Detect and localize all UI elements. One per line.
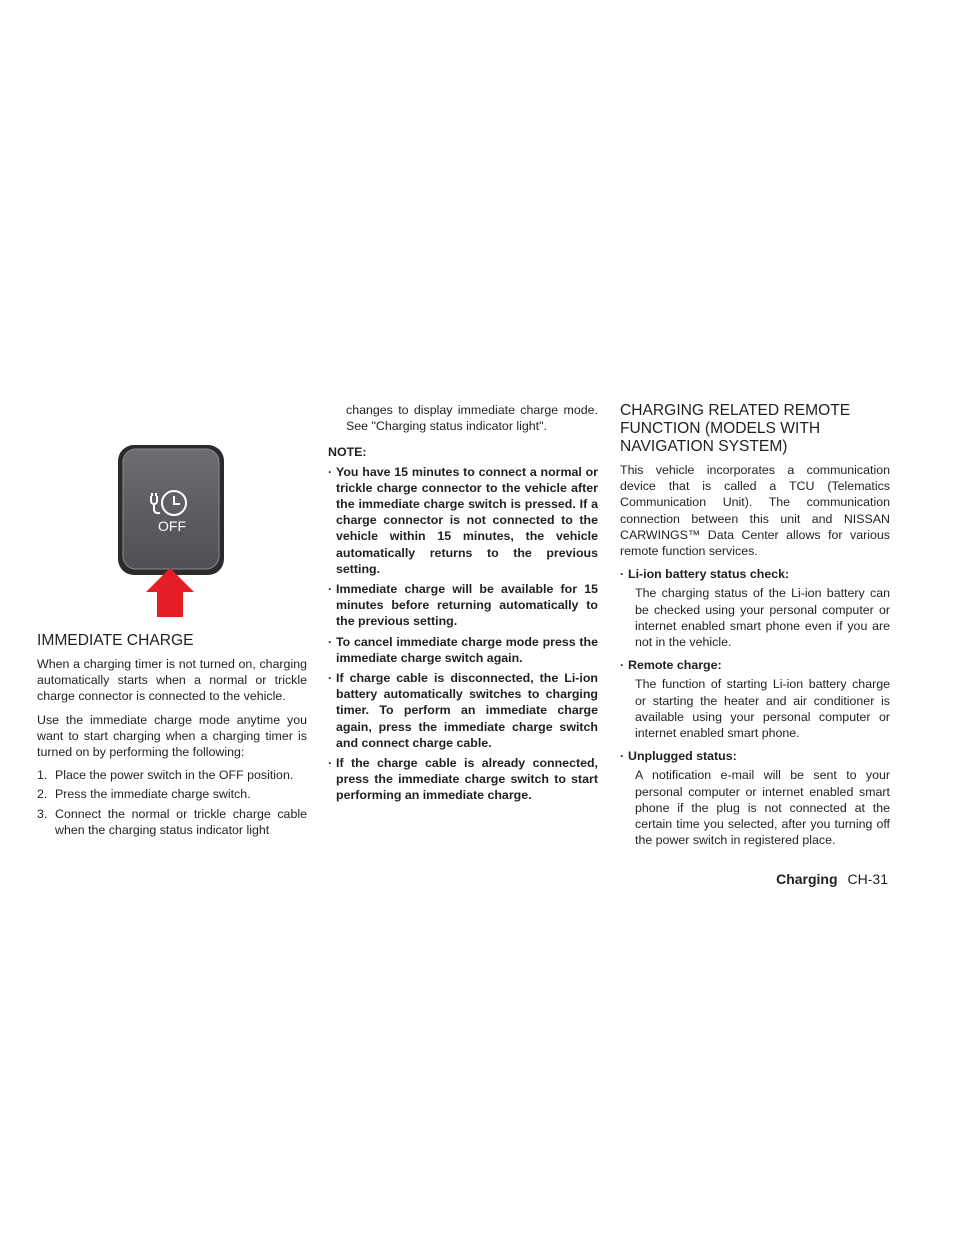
section-heading: CHARGING RELATED REMOTE FUNCTION (MODELS WITH NAVIGATION SYSTEM) [620,402,851,455]
item-title: · Unplugged status: [620,749,737,764]
step: 3. Connect the normal or trickle charge cable when the charging status indicator light [37,806,307,837]
press-arrow [146,568,194,617]
note-list [328,464,598,804]
note-item: · If charge cable is disconnected, the Li-ion battery automatically switches to charging timer. To perform an immediate charge again, press the immediate charge switch and connect charge cable. [328,671,598,750]
off-label: OFF [158,518,186,534]
note-item: · Immediate charge will be available for 15 minutes before returning automatically to the previous setting. [328,582,598,629]
paragraph: This vehicle incorporates a communication device that is called a TCU (Telematics Communication Unit). The communication connection between this unit and NISSAN CARWINGS™ Data Center allows for various remote function services. [620,463,890,559]
paragraph: Use the immediate charge mode anytime you want to start charging when a charging timer is turned on by performing the following: [37,712,307,760]
column-notes [328,402,598,808]
page-footer [776,871,888,887]
paragraph: changes to display immediate charge mode. See "Charging status indicator light". [346,403,598,434]
step: 1. Place the power switch in the OFF position. [37,768,294,783]
note-item: · To cancel immediate charge mode press the immediate charge switch again. [328,634,598,665]
note-item: · You have 15 minutes to connect a normal or trickle charge connector to the vehicle after the immediate charge switch is pressed. If a charge connector is not connected to the vehicle within 15 minutes, the vehicle automatically returns to the previous setting. [328,464,598,576]
item-text: The charging status of the Li-ion battery can be checked using your personal computer or internet enabled smart phone even if you are not in the vehicle. [635,586,890,650]
item-title: · Li-ion battery status check: [620,567,790,582]
immediate-charge-switch-figure [117,444,229,623]
note-item: · If the charge cable is already connected, press the immediate charge switch to start performing an immediate charge. [328,756,598,803]
item-text: The function of starting Li-ion battery charge or starting the heater and air conditioner is available using your personal computer or internet enabled smart phone. [635,677,890,741]
paragraph: When a charging timer is not turned on, charging automatically starts when a normal or trickle charge connector is connected to the vehicle. [37,657,307,704]
section-name: Charging [776,871,838,887]
step: 2. Press the immediate charge switch. [37,787,251,802]
column-immediate-charge [37,632,307,841]
section-heading: IMMEDIATE CHARGE [37,632,194,649]
steps-list [37,767,307,838]
item-text: A notification e-mail will be sent to your personal computer or internet enabled smart phone if the plug is not connected at the certain time you selected, after you turning off the power switch in registered place. [635,768,890,848]
column-remote-function [620,402,890,855]
page-number: CH-31 [847,871,888,887]
note-title: NOTE: [328,445,367,460]
item-title: · Remote charge: [620,658,722,673]
